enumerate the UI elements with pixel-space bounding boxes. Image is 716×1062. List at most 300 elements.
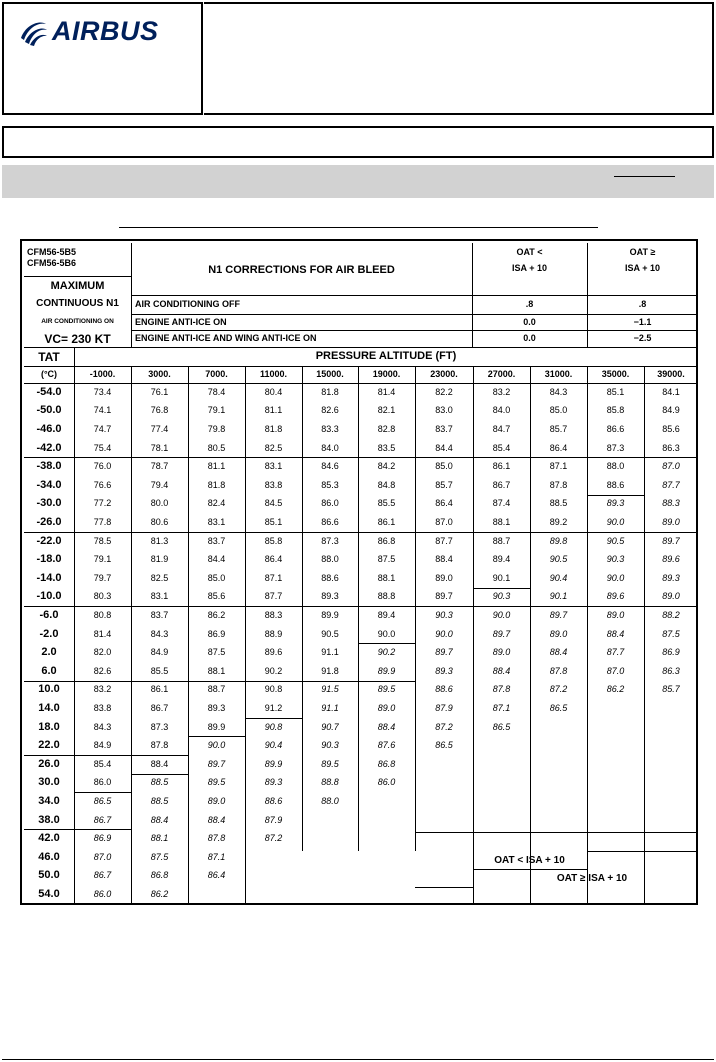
n1-cell: 86.7	[492, 479, 511, 490]
n1-cell: 80.6	[150, 516, 169, 527]
n1-cell: 89.6	[264, 647, 283, 658]
n1-cell: 74.7	[93, 423, 112, 434]
column-header-divider	[530, 366, 531, 383]
n1-cell: 82.6	[93, 665, 112, 676]
n1-cell: 86.7	[93, 870, 112, 881]
n1-cell: 85.0	[435, 461, 453, 472]
column-header-divider	[188, 366, 189, 383]
tat-value: -38.0	[36, 460, 62, 473]
n1-cell: 91.1	[321, 647, 339, 658]
tat-value: 30.0	[38, 776, 60, 789]
n1-cell: 88.7	[207, 684, 226, 695]
n1-cell: 82.0	[93, 647, 112, 658]
n1-cell: 86.4	[264, 554, 283, 565]
tat-value: -54.0	[36, 385, 62, 398]
n1-cell: 90.0	[207, 740, 226, 751]
column-header-divider	[473, 366, 474, 383]
altitude-header: 27000.	[487, 369, 516, 379]
tat-value: -30.0	[36, 497, 62, 510]
n1-cell: 89.3	[662, 572, 680, 583]
n1-cell: 82.1	[377, 405, 396, 416]
n1-cell: 81.8	[207, 479, 226, 490]
n1-cell: 90.0	[492, 609, 511, 620]
n1-chart	[20, 239, 698, 905]
section-bar-underline	[614, 176, 675, 177]
logo-box	[2, 2, 203, 115]
airbus-swirl-icon	[18, 18, 48, 46]
n1-cell: 89.8	[549, 535, 568, 546]
n1-cell: 82.5	[264, 442, 283, 453]
n1-cell: 80.4	[264, 386, 283, 397]
n1-cell: 87.7	[435, 535, 453, 546]
n1-cell: 86.1	[492, 461, 511, 472]
n1-cell: 85.0	[549, 405, 568, 416]
n1-cell: 88.6	[321, 572, 339, 583]
n1-cell: 79.4	[150, 479, 169, 490]
n1-cell: 83.3	[321, 423, 339, 434]
engine-label: CFM56-5B6	[27, 258, 77, 268]
n1-cell: 86.9	[662, 647, 680, 658]
tat-label: TAT	[38, 349, 60, 364]
n1-cell: 84.6	[321, 461, 339, 472]
n1-cell: 89.3	[435, 665, 453, 676]
n1-cell: 84.5	[264, 498, 283, 509]
oat-lt-header: OAT <	[516, 247, 543, 257]
legend-line	[415, 832, 698, 833]
correction-value-lt: .8	[525, 299, 534, 309]
n1-cell: 88.6	[264, 795, 283, 806]
n1-cell: 90.4	[264, 740, 283, 751]
n1-cell: 87.9	[264, 814, 283, 825]
n1-cell: 86.8	[150, 870, 169, 881]
tat-value: -2.0	[39, 627, 59, 640]
n1-cell: 86.9	[207, 628, 226, 639]
n1-cell: 91.2	[264, 702, 283, 713]
tat-value: -26.0	[36, 515, 62, 528]
tat-value: 2.0	[41, 646, 57, 659]
column-header-divider	[587, 366, 588, 383]
n1-cell: 76.6	[93, 479, 112, 490]
n1-cell: 85.8	[264, 535, 283, 546]
tat-value: -42.0	[36, 441, 62, 454]
n1-cell: 87.1	[549, 461, 568, 472]
n1-cell: 85.8	[606, 405, 625, 416]
n1-cell: 84.9	[150, 647, 169, 658]
n1-cell: 89.6	[606, 591, 625, 602]
n1-cell: 87.4	[492, 498, 511, 509]
n1-cell: 83.8	[264, 479, 283, 490]
n1-cell: 88.0	[321, 795, 339, 806]
n1-cell: 86.0	[93, 777, 112, 788]
tat-value: 26.0	[38, 757, 60, 770]
tat-value: 42.0	[38, 832, 60, 845]
n1-cell: 83.7	[150, 609, 169, 620]
n1-cell: 76.0	[93, 461, 112, 472]
n1-cell: 86.8	[377, 758, 396, 769]
section-bar	[2, 165, 714, 198]
n1-cell: 90.3	[606, 554, 625, 565]
n1-cell: 89.3	[207, 702, 226, 713]
tat-value: 14.0	[38, 701, 60, 714]
n1-cell: 87.5	[150, 851, 169, 862]
n1-cell: 81.9	[150, 554, 169, 565]
n1-cell: 89.0	[662, 591, 680, 602]
n1-cell: 89.7	[435, 647, 453, 658]
n1-cell: 86.8	[377, 535, 396, 546]
n1-cell: 84.4	[435, 442, 453, 453]
n1-cell: 86.1	[377, 516, 396, 527]
n1-cell: 88.3	[264, 609, 283, 620]
altitude-header: 11000.	[259, 369, 288, 379]
n1-cell: 88.4	[377, 721, 396, 732]
tat-value: -34.0	[36, 478, 62, 491]
n1-cell: 90.5	[606, 535, 625, 546]
n1-cell: 84.9	[662, 405, 680, 416]
header-info-box	[204, 2, 714, 115]
n1-cell: 85.7	[435, 479, 453, 490]
n1-cell: 80.3	[93, 591, 112, 602]
legend-step	[587, 851, 588, 869]
altitude-header: 15000.	[316, 369, 344, 379]
correction-value-ge: .8	[638, 299, 647, 309]
n1-cell: 89.7	[207, 758, 226, 769]
n1-cell: 90.0	[435, 628, 453, 639]
n1-cell: 88.4	[492, 665, 511, 676]
n1-cell: 83.1	[264, 461, 283, 472]
n1-cell: 88.9	[264, 628, 283, 639]
n1-cell: 87.1	[207, 851, 226, 862]
n1-cell: 90.4	[549, 572, 568, 583]
tat-value: 18.0	[38, 720, 60, 733]
n1-cell: 90.8	[264, 721, 283, 732]
n1-cell: 80.5	[207, 442, 226, 453]
n1-cell: 84.7	[492, 423, 511, 434]
n1-cell: 87.1	[264, 572, 283, 583]
n1-cell: 87.5	[662, 628, 680, 639]
correction-label: AIR CONDITIONING OFF	[135, 299, 240, 309]
n1-cell: 86.5	[549, 702, 568, 713]
n1-cell: 88.0	[321, 554, 339, 565]
n1-cell: 87.3	[321, 535, 339, 546]
n1-cell: 88.6	[606, 479, 625, 490]
n1-cell: 85.7	[662, 684, 680, 695]
vc-label: VC= 230 KT	[44, 332, 111, 346]
n1-cell: 88.4	[150, 814, 169, 825]
tat-value: -46.0	[36, 422, 62, 435]
n1-cell: 84.3	[549, 386, 568, 397]
tat-value: -50.0	[36, 404, 62, 417]
n1-cell: 87.7	[662, 479, 680, 490]
n1-cell: 80.0	[150, 498, 169, 509]
n1-cell: 91.5	[321, 684, 339, 695]
n1-cell: 83.8	[93, 702, 112, 713]
n1-cell: 89.7	[549, 609, 568, 620]
n1-cell: 77.8	[93, 516, 112, 527]
n1-cell: 85.1	[264, 516, 283, 527]
n1-cell: 86.6	[606, 423, 625, 434]
tat-value: 46.0	[38, 850, 60, 863]
tat-value: 54.0	[38, 887, 60, 900]
n1-cell: 81.1	[264, 405, 283, 416]
n1-cell: 78.5	[93, 535, 112, 546]
n1-cell: 86.9	[93, 833, 112, 844]
n1-cell: 90.5	[549, 554, 568, 565]
n1-cell: 83.5	[377, 442, 396, 453]
n1-cell: 86.4	[207, 870, 226, 881]
n1-cell: 89.9	[377, 665, 396, 676]
n1-cell: 84.8	[377, 479, 396, 490]
n1-cell: 89.4	[492, 554, 511, 565]
engine-label: CFM56-5B5	[27, 247, 77, 257]
tat-value: 34.0	[38, 794, 60, 807]
n1-cell: 89.5	[321, 758, 339, 769]
legend-oat-ge: OAT ≥ ISA + 10	[556, 873, 628, 884]
n1-cell: 81.8	[264, 423, 283, 434]
oat-ge-header: ISA + 10	[625, 263, 660, 273]
n1-cell: 88.4	[435, 554, 453, 565]
n1-cell: 86.0	[377, 777, 396, 788]
n1-cell: 87.6	[377, 740, 396, 751]
n1-cell: 89.3	[264, 777, 283, 788]
tat-unit-label: (°C)	[40, 369, 58, 379]
n1-cell: 84.0	[492, 405, 511, 416]
altitude-header: 39000.	[657, 369, 685, 379]
n1-cell: 90.0	[377, 628, 396, 639]
n1-cell: 85.6	[207, 591, 226, 602]
correction-label: ENGINE ANTI-ICE AND WING ANTI-ICE ON	[135, 333, 317, 343]
n1-cell: 90.3	[492, 591, 511, 602]
legend-line	[587, 851, 698, 852]
tat-value: 6.0	[41, 664, 57, 677]
tat-value: -22.0	[36, 534, 62, 547]
n1-cell: 86.0	[321, 498, 339, 509]
n1-cell: 88.1	[377, 572, 396, 583]
legend-oat-lt: OAT < ISA + 10	[494, 855, 565, 866]
n1-cell: 82.4	[207, 498, 226, 509]
n1-cell: 88.5	[150, 795, 169, 806]
n1-cell: 87.8	[150, 740, 169, 751]
n1-cell: 86.5	[93, 795, 112, 806]
n1-cell: 88.1	[150, 833, 169, 844]
n1-cell: 88.7	[492, 535, 511, 546]
n1-cell: 87.8	[207, 833, 226, 844]
n1-cell: 89.6	[662, 554, 680, 565]
maximum-box-line	[24, 276, 131, 277]
n1-cell: 81.1	[207, 461, 226, 472]
n1-cell: 88.0	[606, 461, 625, 472]
n1-cell: 90.0	[606, 516, 625, 527]
n1-cell: 86.0	[93, 888, 112, 899]
n1-cell: 88.6	[435, 684, 453, 695]
n1-cell: 89.7	[492, 628, 511, 639]
corrections-title: N1 CORRECTIONS FOR AIR BLEED	[208, 263, 395, 276]
n1-cell: 86.7	[150, 702, 169, 713]
n1-cell: 87.0	[93, 851, 112, 862]
n1-cell: 79.1	[207, 405, 226, 416]
n1-cell: 91.8	[321, 665, 339, 676]
n1-cell: 81.8	[321, 386, 339, 397]
n1-cell: 85.4	[93, 758, 112, 769]
n1-cell: 90.7	[321, 721, 339, 732]
n1-cell: 87.8	[549, 665, 568, 676]
n1-cell: 86.5	[435, 740, 453, 751]
n1-cell: 90.3	[321, 740, 339, 751]
altitude-header: 3000.	[148, 369, 171, 379]
legend-line	[473, 869, 587, 870]
n1-cell: 88.4	[606, 628, 625, 639]
n1-cell: 88.8	[321, 777, 339, 788]
column-header-divider	[131, 366, 132, 383]
n1-cell: 83.1	[207, 516, 226, 527]
column-header-divider	[302, 366, 303, 383]
maximum-label: MAXIMUM	[50, 279, 105, 292]
n1-cell: 86.3	[662, 665, 680, 676]
n1-cell: 75.4	[93, 442, 112, 453]
n1-cell: 77.2	[93, 498, 112, 509]
n1-cell: 89.3	[606, 498, 625, 509]
n1-cell: 83.2	[492, 386, 511, 397]
n1-cell: 90.1	[549, 591, 568, 602]
n1-cell: 89.4	[377, 609, 396, 620]
n1-cell: 90.5	[321, 628, 339, 639]
correction-value-ge: −2.5	[633, 333, 652, 343]
n1-cell: 84.9	[93, 740, 112, 751]
n1-cell: 82.2	[435, 386, 453, 397]
n1-cell: 76.1	[150, 386, 169, 397]
tat-value: -10.0	[36, 590, 62, 603]
n1-cell: 80.8	[93, 609, 112, 620]
n1-cell: 78.7	[150, 461, 169, 472]
n1-cell: 84.3	[150, 628, 169, 639]
n1-cell: 85.6	[662, 423, 680, 434]
n1-cell: 82.6	[321, 405, 339, 416]
n1-cell: 87.2	[264, 833, 283, 844]
aircond-on-label: AIR CONDITIONING ON	[41, 317, 114, 325]
correction-value-lt: 0.0	[523, 333, 536, 343]
n1-cell: 87.9	[435, 702, 453, 713]
n1-cell: 87.0	[662, 461, 680, 472]
altitude-header: 19000.	[372, 369, 401, 379]
n1-cell: 89.3	[321, 591, 339, 602]
legend-step	[473, 869, 474, 887]
n1-cell: 88.1	[492, 516, 511, 527]
n1-cell: 90.8	[264, 684, 283, 695]
n1-cell: 86.2	[606, 684, 625, 695]
n1-cell: 89.9	[321, 609, 339, 620]
n1-cell: 78.4	[207, 386, 226, 397]
n1-cell: 89.7	[662, 535, 680, 546]
n1-cell: 89.9	[207, 721, 226, 732]
n1-cell: 87.7	[264, 591, 283, 602]
n1-cell: 89.0	[492, 647, 511, 658]
n1-cell: 85.5	[377, 498, 396, 509]
column-header-divider	[245, 366, 246, 383]
n1-cell: 91.1	[321, 702, 339, 713]
column-header-divider	[415, 366, 416, 383]
n1-cell: 85.1	[606, 386, 625, 397]
n1-cell: 81.4	[93, 628, 112, 639]
logo-text: AIRBUS	[52, 16, 159, 46]
tat-value: -18.0	[36, 553, 62, 566]
n1-cell: 89.5	[207, 777, 226, 788]
n1-cell: 87.1	[492, 702, 511, 713]
n1-cell: 87.0	[435, 516, 453, 527]
airbus-logo	[18, 16, 159, 47]
n1-cell: 86.7	[93, 814, 112, 825]
n1-cell: 86.1	[150, 684, 169, 695]
tat-value: 10.0	[38, 683, 60, 696]
altitude-header: 23000.	[430, 369, 458, 379]
n1-cell: 84.3	[93, 721, 112, 732]
continuous-label: CONTINUOUS N1	[36, 298, 119, 309]
n1-cell: 89.2	[549, 516, 568, 527]
n1-cell: 84.0	[321, 442, 339, 453]
n1-cell: 89.0	[662, 516, 680, 527]
n1-cell: 87.5	[377, 554, 396, 565]
n1-cell: 89.7	[435, 591, 453, 602]
n1-cell: 87.2	[549, 684, 568, 695]
n1-cell: 90.1	[492, 572, 511, 583]
oat-ge-header: OAT ≥	[629, 247, 656, 257]
n1-cell: 90.2	[377, 647, 396, 658]
n1-cell: 87.8	[549, 479, 568, 490]
n1-cell: 89.0	[549, 628, 568, 639]
n1-cell: 74.1	[93, 405, 112, 416]
n1-cell: 83.1	[150, 591, 169, 602]
n1-cell: 89.0	[377, 702, 396, 713]
n1-cell: 88.5	[549, 498, 568, 509]
footer-line	[2, 1059, 714, 1060]
n1-cell: 76.8	[150, 405, 169, 416]
n1-cell: 85.7	[549, 423, 568, 434]
correction-value-ge: −1.1	[633, 316, 652, 327]
n1-cell: 83.0	[435, 405, 453, 416]
header-bar	[2, 126, 714, 158]
pressure-altitude-label: PRESSURE ALTITUDE (FT)	[315, 350, 457, 362]
n1-cell: 88.4	[549, 647, 568, 658]
n1-cell: 79.8	[207, 423, 226, 434]
n1-cell: 87.0	[606, 665, 625, 676]
n1-cell: 84.2	[377, 461, 396, 472]
n1-cell: 85.4	[492, 442, 511, 453]
n1-cell: 81.3	[150, 535, 169, 546]
tat-value: 22.0	[38, 739, 60, 752]
altitude-header: 35000.	[601, 369, 630, 379]
n1-cell: 88.4	[150, 758, 169, 769]
n1-cell: 85.0	[207, 572, 226, 583]
n1-cell: 86.5	[492, 721, 511, 732]
column-header-divider	[644, 366, 645, 383]
tat-value: -14.0	[36, 571, 62, 584]
n1-cell: 78.1	[150, 442, 169, 453]
n1-cell: 79.1	[93, 554, 112, 565]
n1-cell: 87.2	[435, 721, 453, 732]
n1-cell: 87.3	[606, 442, 625, 453]
n1-cell: 83.7	[207, 535, 226, 546]
n1-cell: 81.4	[377, 386, 396, 397]
n1-cell: 86.2	[207, 609, 226, 620]
n1-cell: 89.0	[435, 572, 453, 583]
oat-lt-header: ISA + 10	[512, 263, 547, 273]
n1-cell: 89.9	[264, 758, 283, 769]
column-header-divider	[358, 366, 359, 383]
n1-cell: 86.4	[435, 498, 453, 509]
n1-cell: 88.2	[662, 609, 680, 620]
n1-cell: 88.8	[377, 591, 396, 602]
n1-cell: 86.6	[321, 516, 339, 527]
n1-cell: 87.5	[207, 647, 226, 658]
altitude-header: -1000.	[89, 369, 116, 379]
